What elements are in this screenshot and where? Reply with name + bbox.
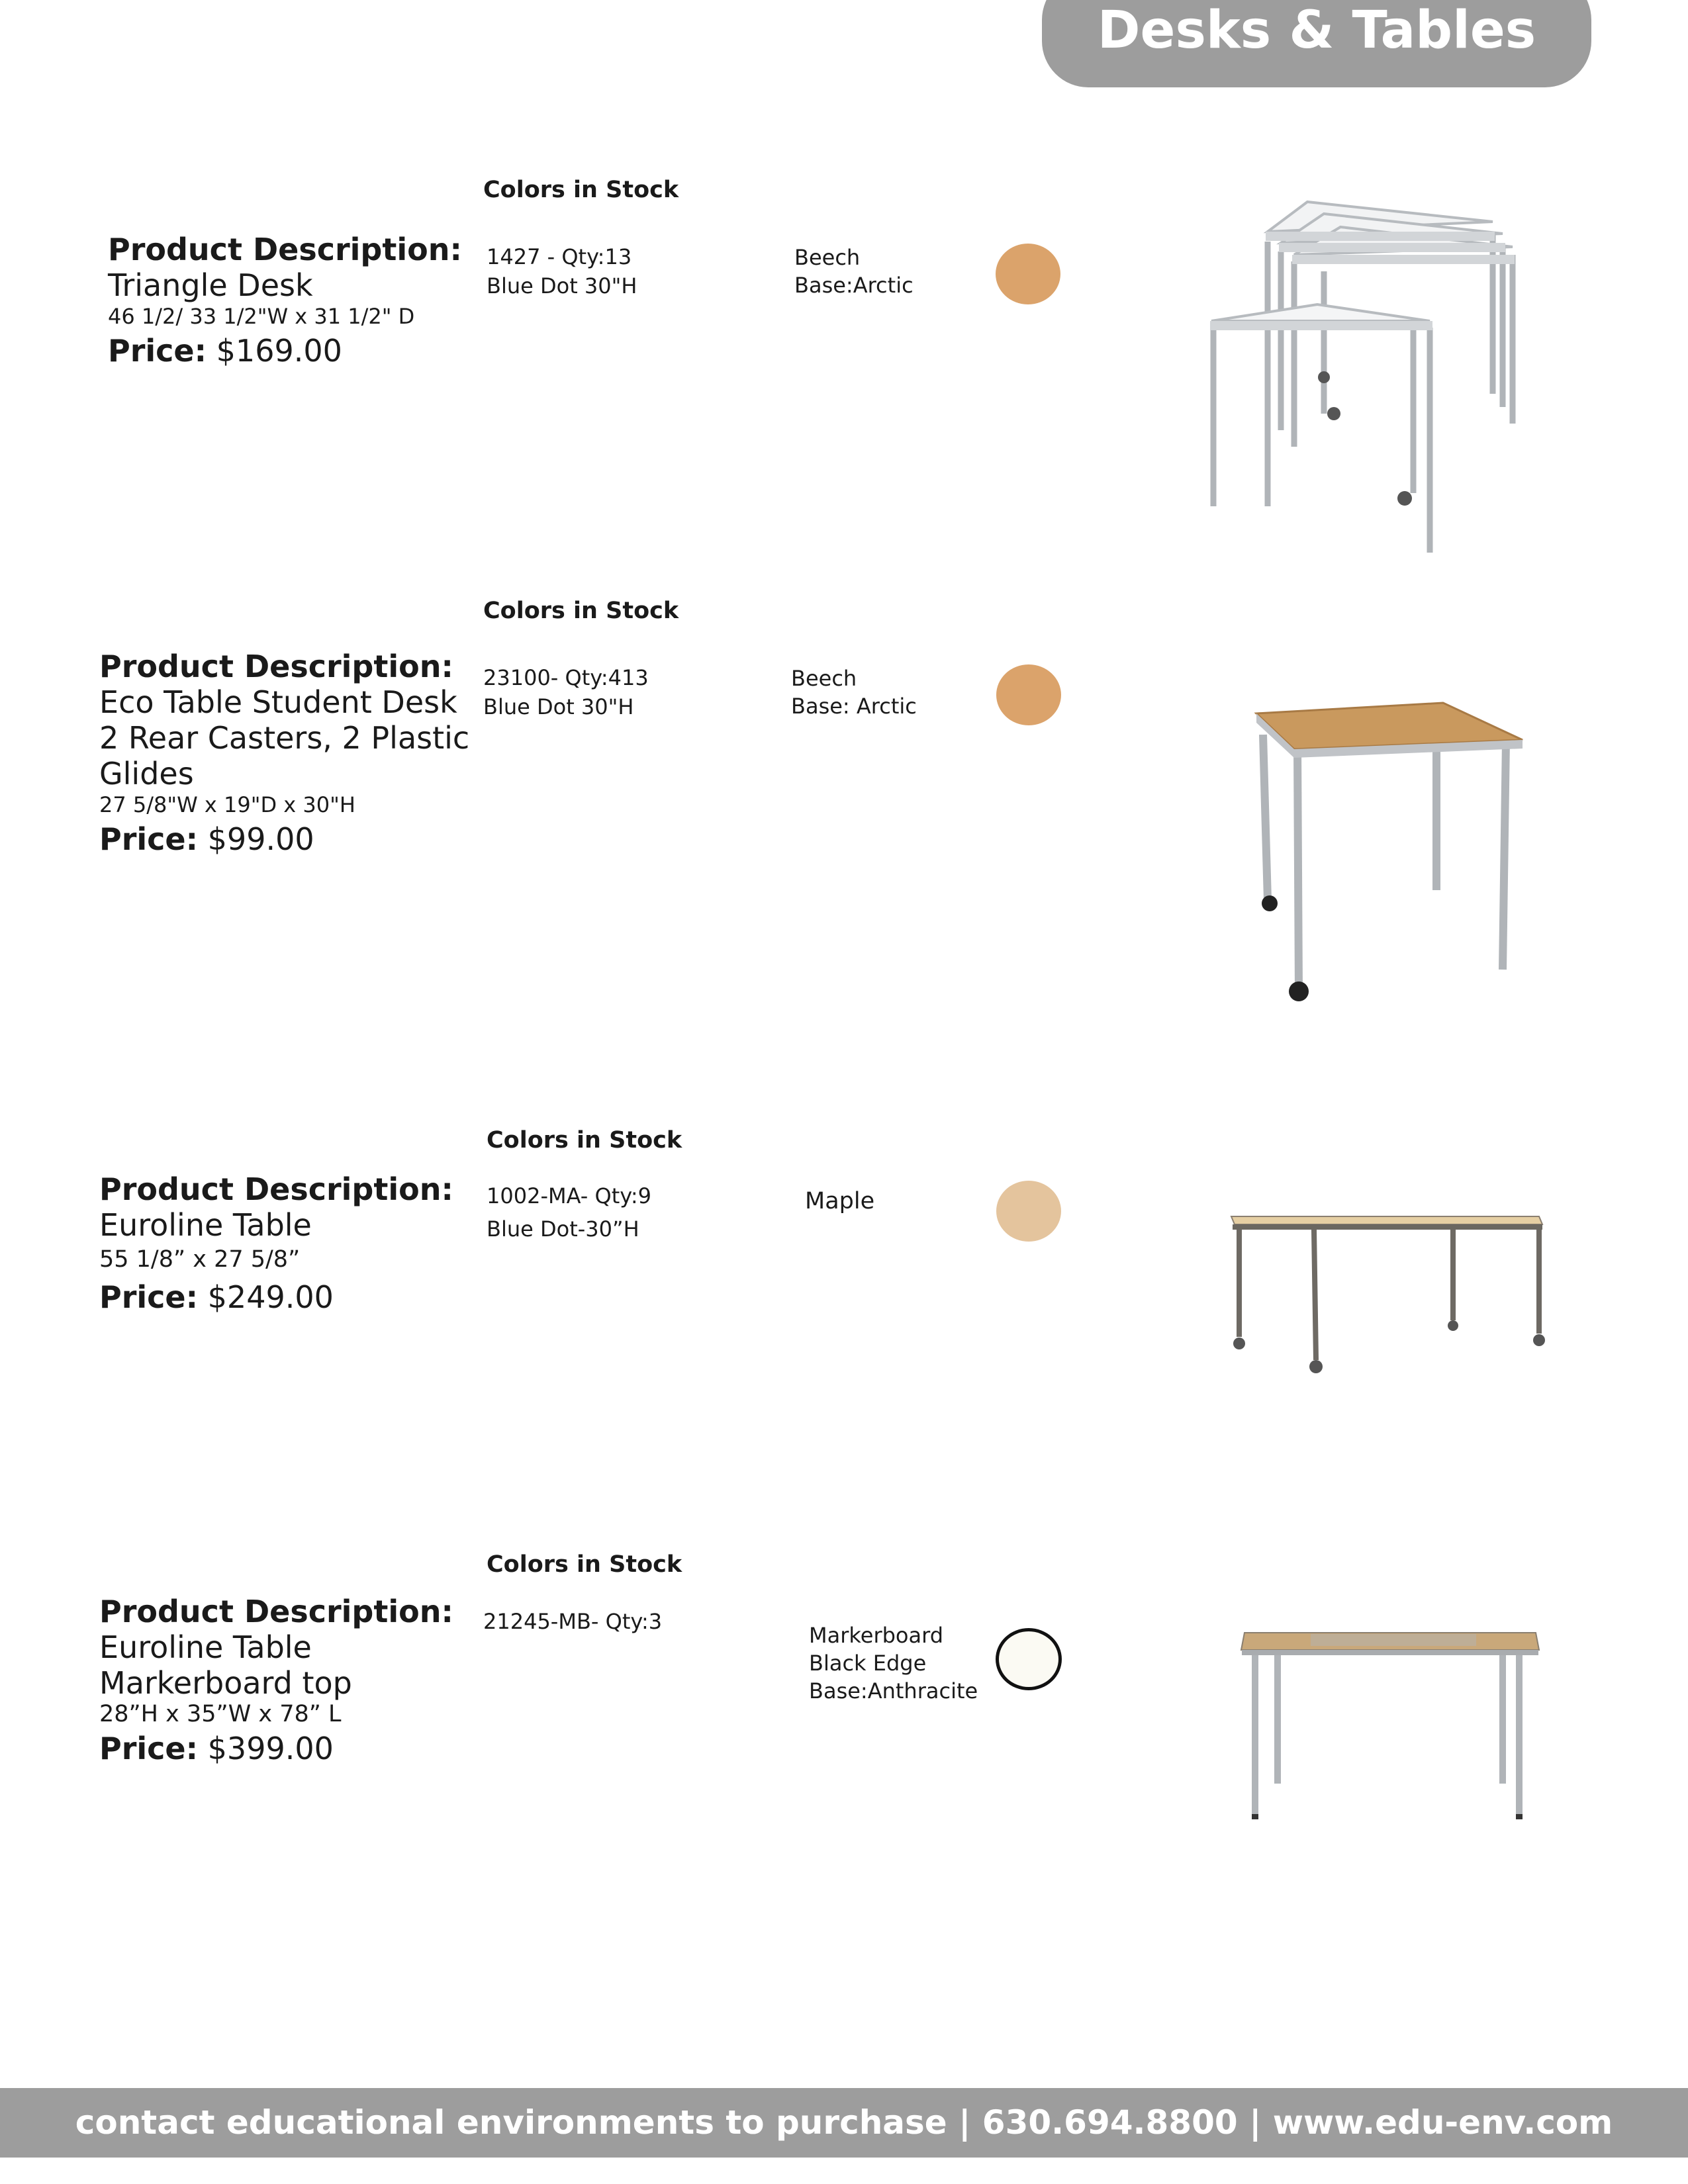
colors-in-stock-heading: Colors in Stock: [483, 177, 679, 203]
color-line: Base: Arctic: [791, 694, 917, 719]
sku-info: [487, 242, 637, 300]
color-line: Base:Arctic: [794, 273, 914, 298]
colors-in-stock-heading: Colors in Stock: [487, 1551, 682, 1578]
price-value: $169.00: [216, 333, 342, 369]
price-value: $249.00: [207, 1279, 334, 1315]
price-value: $99.00: [207, 821, 314, 857]
description-label: Product Description:: [99, 1594, 453, 1629]
triangle-desk-photo: [1192, 195, 1536, 566]
color-line: Black Edge: [809, 1651, 927, 1676]
footer-contact-text: contact educational environments to purchase | 630.694.8800 | www.edu-env.com: [75, 2103, 1613, 2142]
product-dimensions: 46 1/2/ 33 1/2"W x 31 1/2" D: [108, 304, 415, 329]
price-label: Price:: [99, 1279, 199, 1315]
product-dimensions: 27 5/8"W x 19"D x 30"H: [99, 792, 355, 817]
color-swatch: [996, 1628, 1062, 1690]
page-title: Desks & Tables: [1097, 1, 1536, 60]
price-label: Price:: [99, 1731, 199, 1766]
product-price: [99, 1730, 453, 1767]
price-value: $399.00: [207, 1731, 334, 1766]
product-dimensions: 28”H x 35”W x 78” L: [99, 1701, 342, 1727]
color-name: [805, 1187, 874, 1215]
color-swatch: [996, 664, 1061, 725]
euroline-table-photo: [1225, 1205, 1556, 1383]
color-line: Base:Anthracite: [809, 1678, 978, 1704]
color-name: [791, 664, 917, 720]
product-description: [99, 1594, 453, 1767]
color-line: Beech: [794, 245, 861, 270]
sku-line: 21245-MB- Qty:3: [483, 1609, 663, 1634]
product-dimensions: 55 1/8” x 27 5/8”: [99, 1246, 301, 1273]
color-line: Maple: [805, 1188, 875, 1214]
product-description: [108, 232, 462, 369]
sku-info: [483, 1607, 662, 1636]
colors-in-stock-heading: Colors in Stock: [483, 598, 679, 624]
product-description: [99, 649, 469, 858]
product-description: [99, 1171, 453, 1316]
price-label: Price:: [99, 821, 199, 857]
sku-line: 1002-MA- Qty:9: [487, 1183, 651, 1208]
eco-table-photo: [1244, 695, 1542, 1013]
markerboard-table-photo: [1238, 1625, 1542, 1823]
color-line: Markerboard: [809, 1623, 944, 1648]
description-label: Product Description:: [99, 649, 453, 684]
sku-info: [487, 1179, 651, 1246]
description-label: Product Description:: [99, 1171, 453, 1207]
product-name-line: Glides: [99, 756, 194, 792]
sku-line: 1427 - Qty:13: [487, 244, 632, 269]
product-price: [99, 821, 469, 858]
product-name-line: 2 Rear Casters, 2 Plastic: [99, 720, 470, 756]
sku-line: Blue Dot-30”H: [487, 1216, 639, 1242]
product-name-line: Eco Table Student Desk: [99, 684, 457, 720]
price-label: Price:: [108, 333, 207, 369]
color-name: [794, 244, 914, 299]
color-line: Beech: [791, 666, 857, 691]
product-name-line: Markerboard top: [99, 1665, 352, 1701]
description-label: Product Description:: [108, 232, 462, 267]
color-name: [809, 1621, 978, 1705]
product-name: Triangle Desk: [108, 267, 313, 303]
color-swatch: [996, 244, 1060, 304]
product-price: [99, 1279, 453, 1316]
sku-info: [483, 663, 649, 721]
sku-line: 23100- Qty:413: [483, 665, 649, 690]
product-name-line: Euroline Table: [99, 1629, 312, 1665]
sku-line: Blue Dot 30"H: [483, 694, 634, 719]
product-price: [108, 332, 462, 369]
product-name: Euroline Table: [99, 1207, 312, 1243]
sku-line: Blue Dot 30"H: [487, 273, 637, 298]
color-swatch: [996, 1181, 1061, 1242]
colors-in-stock-heading: Colors in Stock: [487, 1127, 682, 1154]
